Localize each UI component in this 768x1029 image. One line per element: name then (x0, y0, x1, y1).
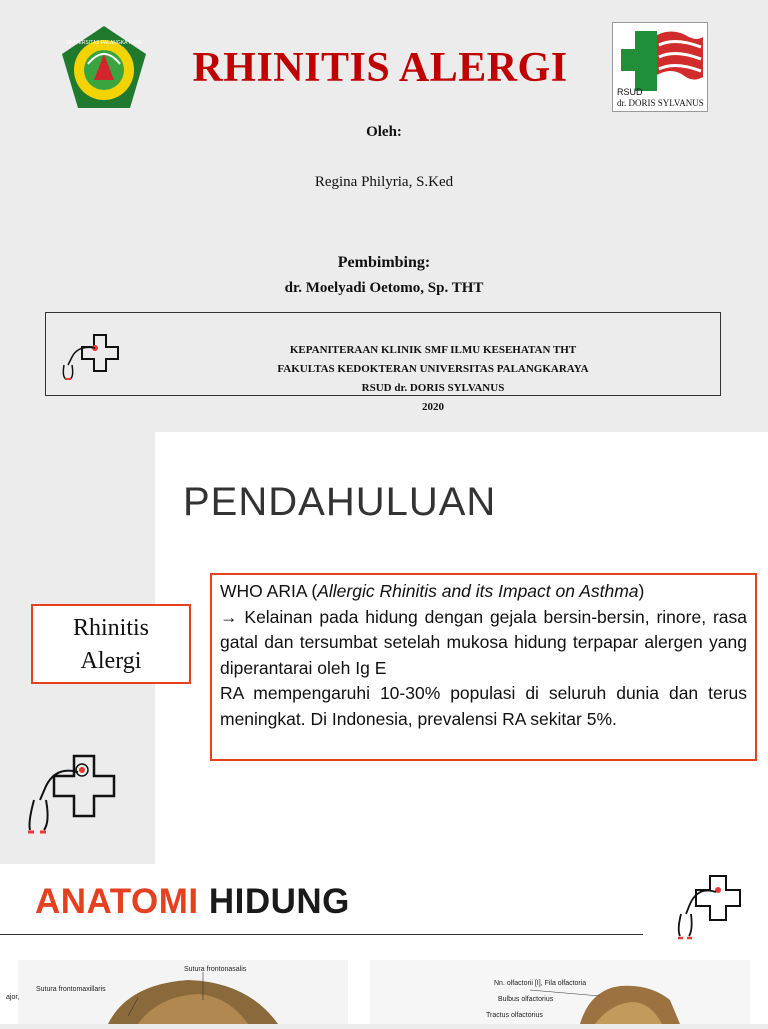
term-line-1: Rhinitis (72, 615, 150, 641)
institution-line-4: 2020 (422, 401, 444, 413)
anatomy-slide (0, 864, 768, 1024)
university-logo-text: UNIVERSITAS PALANGKA RAYA (66, 40, 142, 46)
stethoscope-cross-icon (58, 331, 128, 383)
institution-line-3: RSUD dr. DORIS SYLVANUS (361, 382, 505, 394)
anatomy-heading (35, 882, 350, 922)
label-fila-olfactoria: Nn. olfactorii [I], Fila olfactoria (494, 980, 587, 987)
title-slide (0, 0, 768, 432)
nasal-anatomy-image (370, 960, 750, 1024)
term-line-2: Alergi (80, 648, 142, 674)
section-heading: PENDAHULUAN (183, 480, 497, 524)
definition-paragraph (220, 579, 747, 681)
by-label: Oleh: (366, 124, 402, 140)
label-sutura-frontomaxillaris: Sutura frontomaxillaris (36, 986, 106, 993)
arrow-icon: → (220, 606, 238, 627)
anatomy-heading-red: ANATOMI (35, 882, 199, 921)
who-suffix: ) (638, 581, 645, 601)
anatomy-heading-black: HIDUNG (198, 882, 350, 921)
label-bulbus-olfactorius: Bulbus olfactorius (498, 996, 554, 1003)
skull-anatomy-image (6, 960, 348, 1024)
who-italic: Allergic Rhinitis and its Impact on Asthma (317, 581, 639, 601)
stethoscope-cross-icon (672, 872, 758, 942)
term-box (31, 604, 191, 684)
stethoscope-cross-icon (20, 752, 135, 842)
supervisor-label: Pembimbing: (337, 254, 431, 271)
label-sutura-frontonasalis: Sutura frontonasalis (184, 966, 247, 973)
heading-divider (0, 934, 643, 935)
hospital-cross-flag-icon (613, 23, 707, 111)
nasal-illustration (370, 960, 750, 1024)
institution-line-2: FAKULTAS KEDOKTERAN UNIVERSITAS PALANGKARAYA (277, 363, 589, 375)
author-name: Regina Philyria, S.Ked (314, 174, 454, 190)
label-major: ajor, (6, 994, 20, 1001)
presentation-title: RHINITIS ALERGI (192, 45, 568, 91)
definition-text: Kelainan pada hidung dengan gejala bersin-bersin, rinore, rasa gatal dan tersumbat setelah mukosa hidung terpapar alergen yang diperantarai oleh Ig E (220, 606, 747, 678)
university-logo (60, 24, 148, 110)
introduction-slide (0, 432, 768, 864)
definition-box (210, 573, 757, 761)
who-prefix: WHO ARIA ( (220, 581, 318, 601)
hospital-logo (612, 22, 708, 112)
hospital-logo-line1: RSUD (617, 87, 643, 97)
institution-line-1: KEPANITERAAN KLINIK SMF ILMU KESEHATAN THT (289, 344, 577, 356)
institution-box (45, 312, 721, 413)
prevalence-paragraph: RA mempengaruhi 10-30% populasi di seluruh dunia dan terus meningkat. Di Indonesia, prevalensi RA sekitar 5%. (220, 683, 747, 729)
label-tractus-olfactorius: Tractus olfactorius (486, 1012, 543, 1019)
hospital-logo-line2: dr. DORIS SYLVANUS (617, 98, 704, 108)
supervisor-name: dr. Moelyadi Oetomo, Sp. THT (284, 280, 484, 296)
